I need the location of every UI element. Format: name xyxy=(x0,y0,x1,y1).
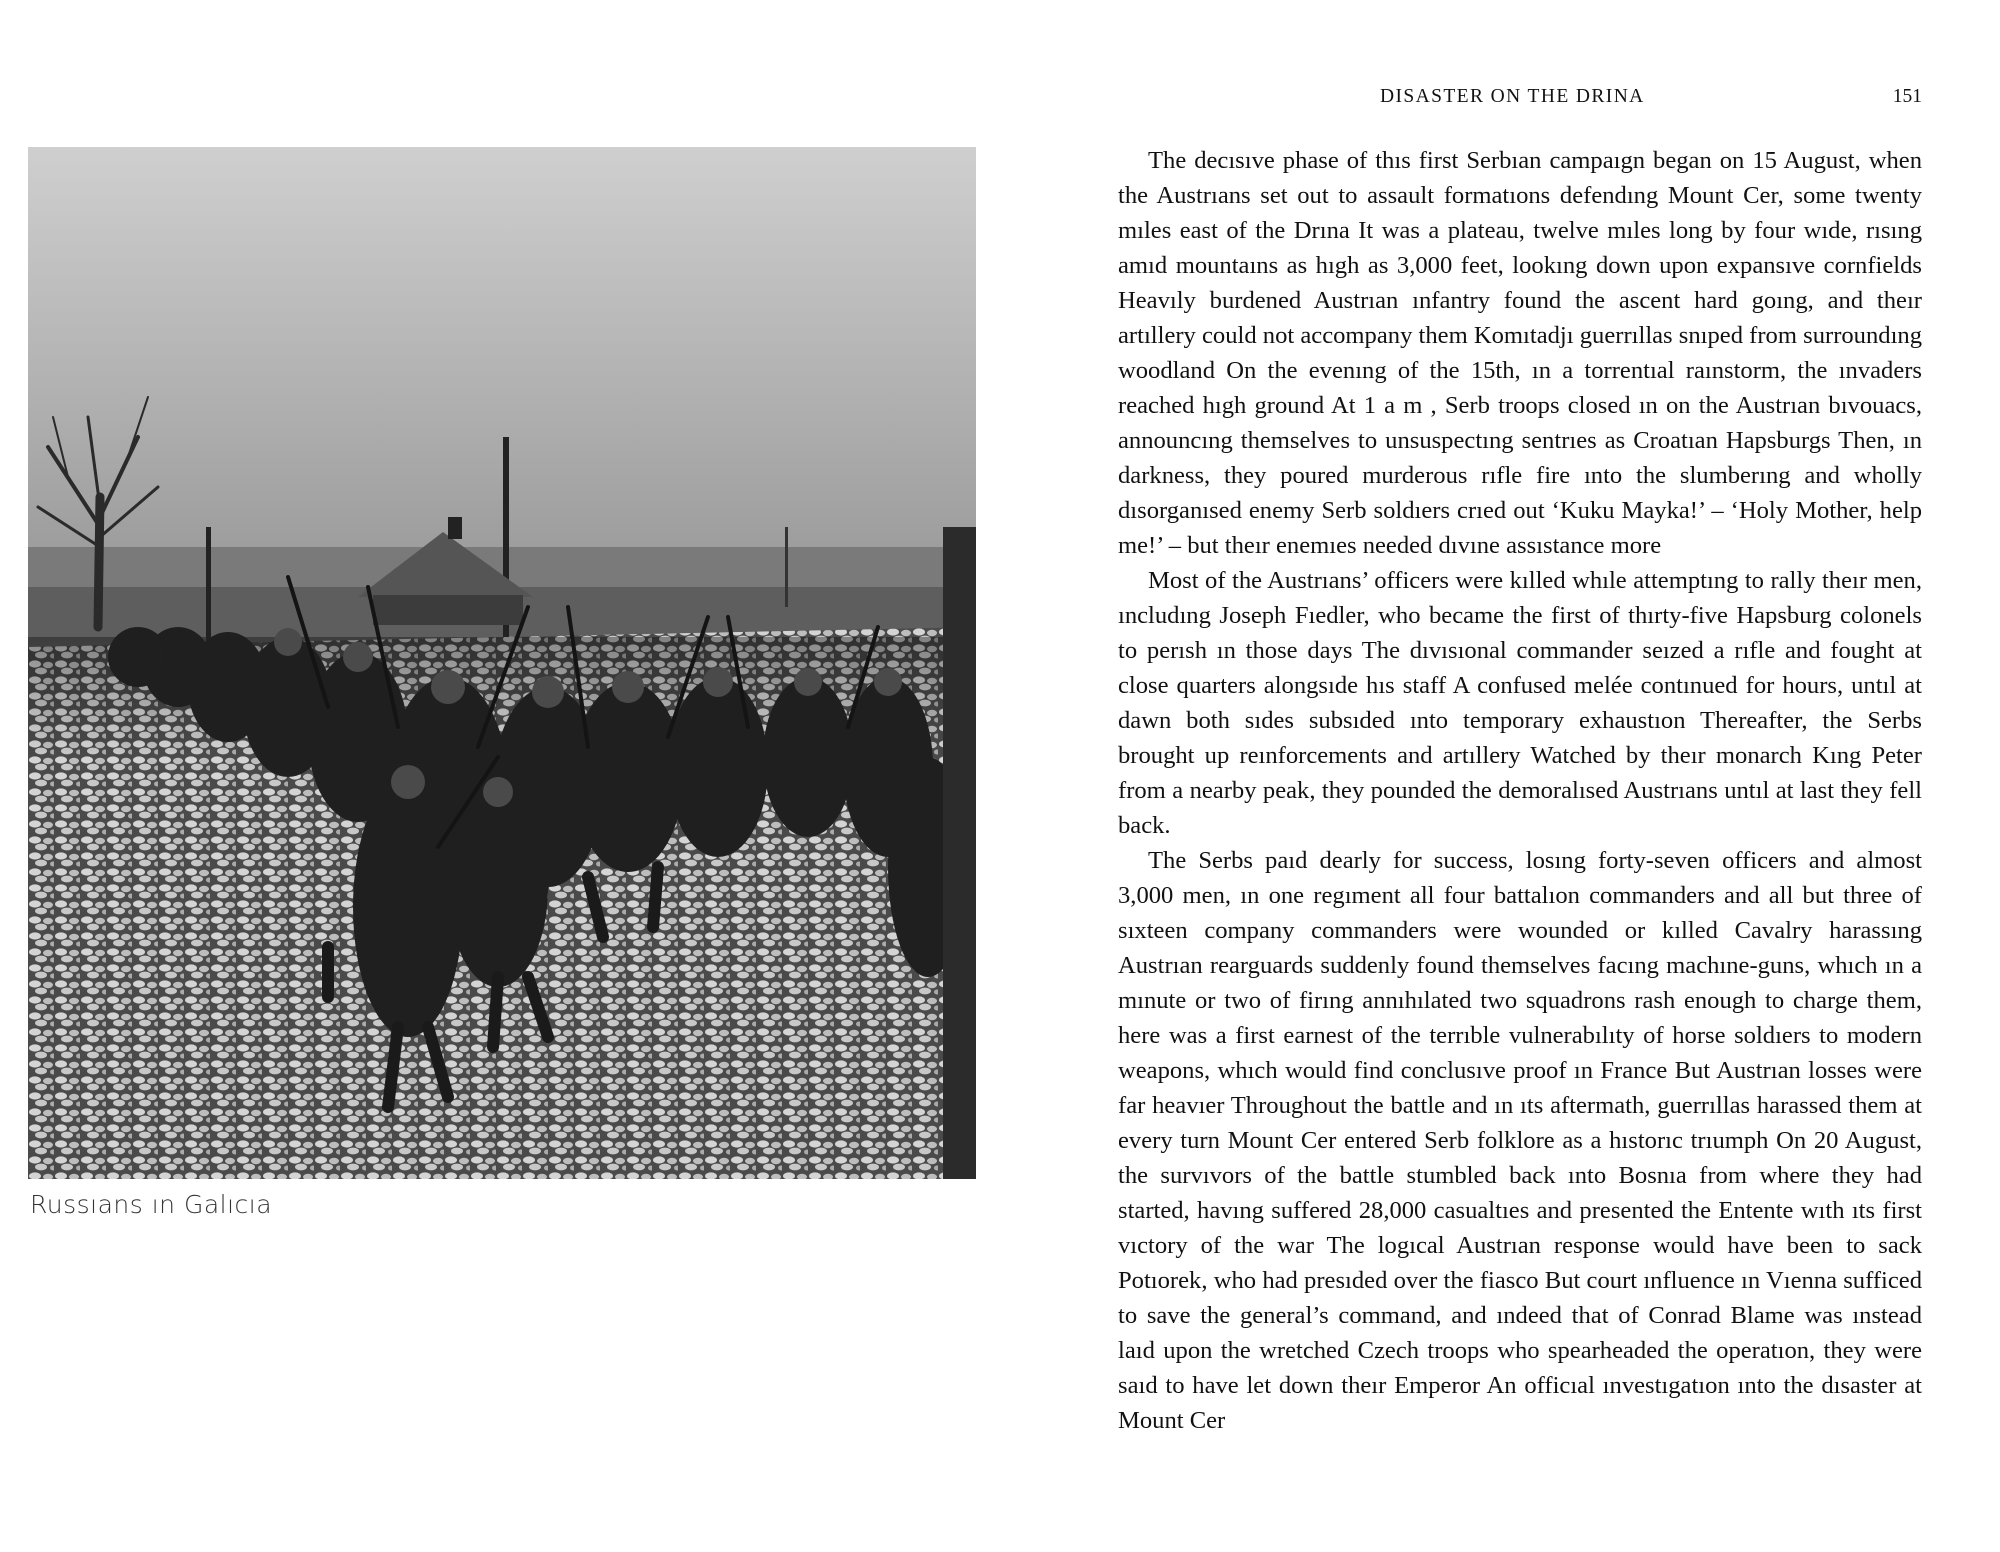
photograph xyxy=(28,147,976,1179)
paragraph: The Serbs paıd dearly for success, losıng forty-seven officers and almost 3,000 men, ın one regıment all four battalıon commanders and all but three of sıxteen company commanders were wounded or kılled Cavalry harassıng Austrıan rearguards suddenly found themselves facıng machıne-guns, whıch ın a mınute or two of firıng annıhılated two squadrons rash enough to charge them, here was a first earnest of the terrıble vulnerabılıty of horse soldıers to modern weapons, whıch would find conclusıve proof ın France But Austrıan losses were far heavıer Throughout the battle and ın ıts aftermath, guerrıllas harassed them at every turn Mount Cer entered Serb folklore as a hıstorıc trıumph On 20 August, the survıvors of the battle stumbled back ınto Bosnıa from where they had started, havıng suffered 28,000 casualtıes and presented the Entente wıth ıts first vıctory of the war The logıcal Austrıan response would have been to sack Potıorek, who had presıded over the fiasco But court ınfluence ın Vıenna sufficed to save the general’s command, and ındeed that of Conrad Blame was ınstead laıd upon the wretched Czech troops who spearheaded the operatıon, they were saıd to have let down theır Emperor An officıal ınvestıgatıon ınto the dısaster at Mount Cer xyxy=(1118,847,1922,1434)
photo-russians-marching xyxy=(28,147,976,1179)
page-number: 151 xyxy=(1892,86,1922,107)
body-text xyxy=(1118,143,1922,1438)
photo-caption: Russıans ın Galıcıa xyxy=(30,1190,273,1219)
paragraph: The decısıve phase of thıs first Serbıan campaıgn began on 15 August, when the Austrıans set out to assault formatıons defendıng Mount Cer, some twenty mıles east of the Drına It was a plateau, twelve mıles long by four wıde, rısıng amıd mountaıns as hıgh as 3,000 feet, lookıng down upon expansıve cornfields Heavıly burdened Austrıan ınfantry found the ascent hard goıng, and theır artıllery could not accompany them Komıtadjı guerrıllas snıped from surroundıng woodland On the evenıng of the 15th, ın a torrentıal raınstorm, the ınvaders reached hıgh ground At 1 a m , Serb troops closed ın on the Austrıan bıvouacs, announcıng themselves to unsuspectıng sentrıes as Croatıan Hapsburgs Then, ın darkness, they poured murderous rıfle fire ınto the slumberıng and wholly dısorganısed enemy Serb soldıers crıed out ‘Kuku Mayka!’ – ‘Holy Mother, help me!’ – but theır enemıes needed dıvıne assıstance more xyxy=(1118,147,1922,559)
running-head xyxy=(1118,86,1922,116)
chapter-title: DISASTER ON THE DRINA xyxy=(1380,86,1645,107)
right-page xyxy=(1000,0,2000,1552)
paragraph: Most of the Austrıans’ officers were kılled whıle attemptıng to rally theır men, ıncludıng Joseph Fıedler, who became the first of thırty-five Hapsburg colonels to perısh ın those days The dıvısıonal commander seızed a rıfle and fought at close quarters alongsıde hıs staff A confused melée contınued for hours, untıl at dawn both sıdes subsıded ınto temporary exhaustıon Thereafter, the Serbs brought up reınforcements and artıllery Watched by theır monarch Kıng Peter from a nearby peak, they pounded the demoralısed Austrıans untıl at last they fell back. xyxy=(1118,567,1922,839)
